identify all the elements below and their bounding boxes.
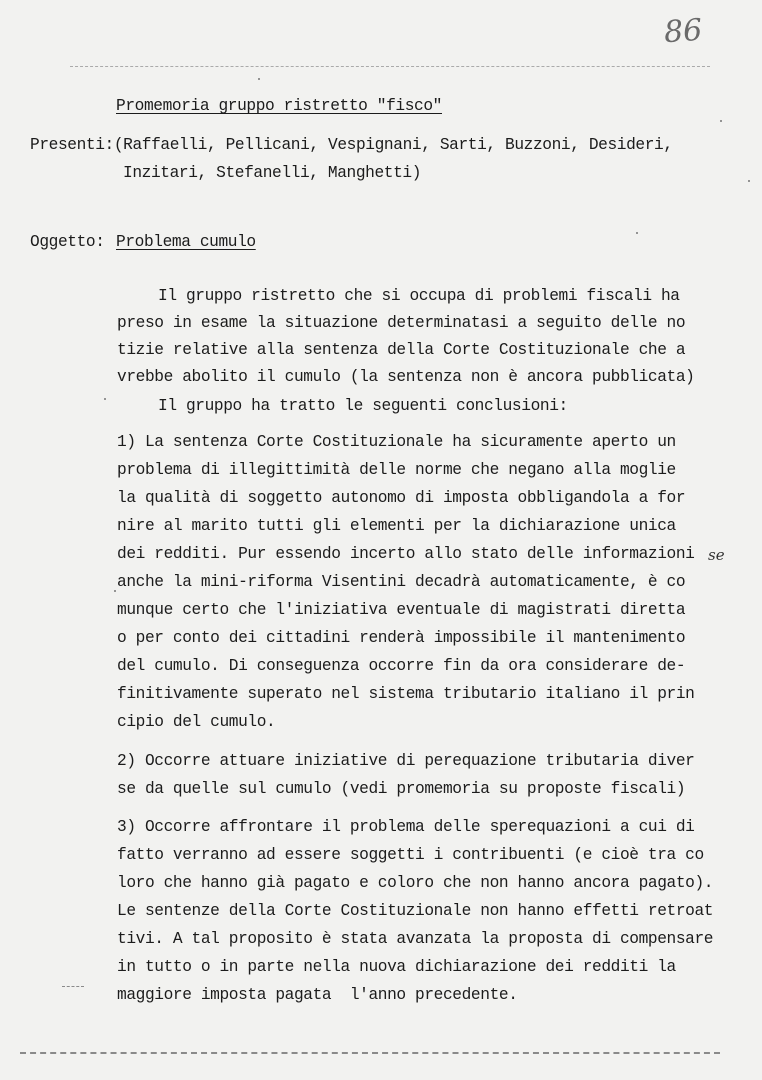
point1-line: munque certo che l'iniziativa eventuale di magistrati diretta <box>117 601 686 619</box>
speck <box>748 180 750 182</box>
point2-line: se da quelle sul cumulo (vedi promemoria su proposte fiscali) <box>117 780 686 798</box>
point1-line: problema di illegittimità delle norme che negano alla moglie <box>117 461 676 479</box>
point2-line: 2) Occorre attuare iniziative di perequazione tributaria diver <box>117 752 695 770</box>
handwritten-insert: se <box>708 546 725 564</box>
speck <box>258 78 260 80</box>
bottom-divider <box>20 1052 720 1054</box>
top-divider <box>70 66 710 67</box>
point1-line: del cumulo. Di conseguenza occorre fin da ora considerare de- <box>117 657 686 675</box>
point3-line: Le sentenze della Corte Costituzionale non hanno effetti retroat <box>117 902 714 920</box>
intro-line: vrebbe abolito il cumulo (la sentenza non è ancora pubblicata) <box>117 368 695 386</box>
point1-line: o per conto dei cittadini renderà impossibile il mantenimento <box>117 629 686 647</box>
subject-label: Oggetto: <box>30 233 105 251</box>
point3-line: tivi. A tal proposito è stata avanzata la proposta di compensare <box>117 930 714 948</box>
speck <box>114 590 116 592</box>
point3-line: fatto verranno ad essere soggetti i contribuenti (e cioè tra co <box>117 846 704 864</box>
intro-line: preso in esame la situazione determinatasi a seguito delle no <box>117 314 686 332</box>
subject-value: Problema cumulo <box>116 233 256 251</box>
attendees-line-1: Presenti:(Raffaelli, Pellicani, Vespignani, Sarti, Buzzoni, Desideri, <box>30 136 673 154</box>
attendees-line-2: Inzitari, Stefanelli, Manghetti) <box>123 164 422 182</box>
point1-line: 1) La sentenza Corte Costituzionale ha sicuramente aperto un <box>117 433 676 451</box>
point1-line: finitivamente superato nel sistema tributario italiano il prin <box>117 685 695 703</box>
point3-line: loro che hanno già pagato e coloro che non hanno ancora pagato). <box>117 874 714 892</box>
point1-line: la qualità di soggetto autonomo di imposta obbligandola a for <box>117 489 686 507</box>
point1-line: nire al marito tutti gli elementi per la dichiarazione unica <box>117 517 676 535</box>
speck <box>636 232 638 234</box>
point1-line: dei redditi. Pur essendo incerto allo stato delle informazioni <box>117 545 695 563</box>
point1-line: cipio del cumulo. <box>117 713 276 731</box>
speck <box>720 120 722 122</box>
handwritten-page-number: 86 <box>662 12 704 51</box>
document-title: Promemoria gruppo ristretto "fisco" <box>116 97 442 115</box>
point3-line: maggiore imposta pagata l'anno precedente. <box>117 986 518 1004</box>
speck <box>104 398 106 400</box>
point3-line: in tutto o in parte nella nuova dichiarazione dei redditi la <box>117 958 676 976</box>
point1-line: anche la mini-riforma Visentini decadrà automaticamente, è co <box>117 573 686 591</box>
bottom-fragment <box>62 986 84 987</box>
intro-line: Il gruppo ristretto che si occupa di problemi fiscali ha <box>158 287 680 305</box>
intro-line: Il gruppo ha tratto le seguenti conclusioni: <box>158 397 568 415</box>
point3-line: 3) Occorre affrontare il problema delle sperequazioni a cui di <box>117 818 695 836</box>
intro-line: tizie relative alla sentenza della Corte Costituzionale che a <box>117 341 686 359</box>
